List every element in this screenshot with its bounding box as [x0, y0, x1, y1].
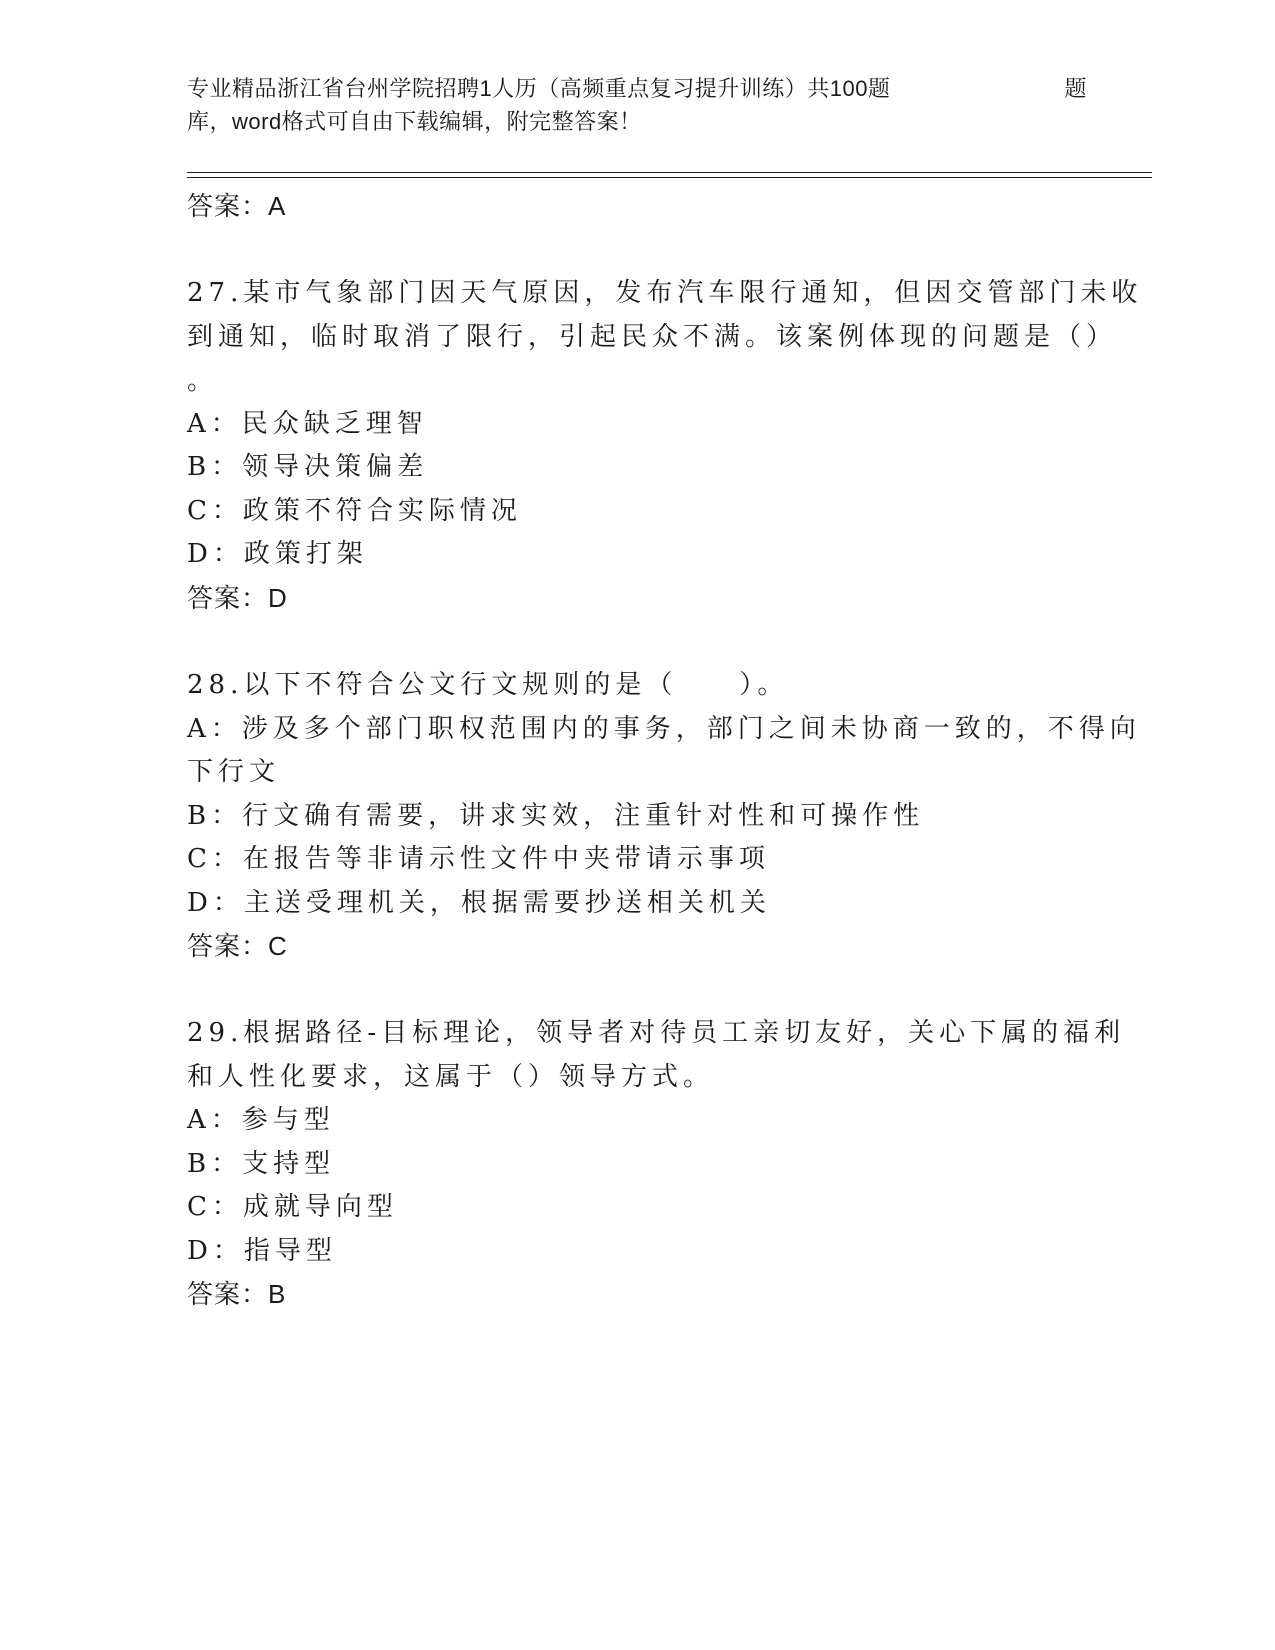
question-29-line1: 29.根据路径-目标理论，领导者对待员工亲切友好，关心下属的福利	[187, 1018, 1126, 1048]
question-27-line2: 到通知，临时取消了限行，引起民众不满。该案例体现的问题是（）	[187, 322, 1118, 352]
question-29-line2: 和人性化要求，这属于（）领导方式。	[187, 1062, 715, 1092]
question-28-option-c: C：在报告等非请示性文件中夹带请示事项	[187, 844, 770, 874]
header-title-line1-end: 题	[1064, 76, 1087, 101]
answer-26: 答案：A	[187, 191, 287, 221]
header-rule-bottom	[187, 177, 1152, 178]
question-27-option-c: C：政策不符合实际情况	[187, 496, 522, 526]
answer-27: 答案：D	[187, 583, 288, 613]
question-27-option-a: A：民众缺乏理智	[187, 409, 428, 439]
page-header	[187, 72, 1087, 138]
question-28-option-a-cont: 下行文	[187, 757, 281, 787]
question-29-option-d: D：指导型	[187, 1236, 337, 1266]
answer-29: 答案：B	[187, 1279, 287, 1309]
question-27-line1: 27.某市气象部门因天气原因，发布汽车限行通知，但因交管部门未收	[187, 278, 1143, 308]
answer-28: 答案：C	[187, 931, 288, 961]
question-28-option-a: A：涉及多个部门职权范围内的事务，部门之间未协商一致的，不得向	[187, 714, 1141, 744]
question-27-option-d: D：政策打架	[187, 539, 368, 569]
question-28-line1: 28.以下不符合公文行文规则的是（ ）。	[187, 670, 789, 700]
question-28-option-d: D：主送受理机关，根据需要抄送相关机关	[187, 888, 771, 918]
question-27-option-b: B：领导决策偏差	[187, 452, 429, 482]
question-29-option-a: A：参与型	[187, 1105, 335, 1135]
question-29-option-c: C：成就导向型	[187, 1192, 398, 1222]
question-27-line3: 。	[187, 366, 219, 396]
question-29-option-b: B：支持型	[187, 1149, 336, 1179]
question-28-option-b: B：行文确有需要，讲求实效，注重针对性和可操作性	[187, 801, 925, 831]
header-title-line2: 库，word格式可自由下载编辑，附完整答案！	[187, 109, 642, 134]
header-title-line1: 专业精品浙江省台州学院招聘1人历（高频重点复习提升训练）共100题	[187, 76, 891, 101]
header-rule-top	[187, 172, 1152, 173]
